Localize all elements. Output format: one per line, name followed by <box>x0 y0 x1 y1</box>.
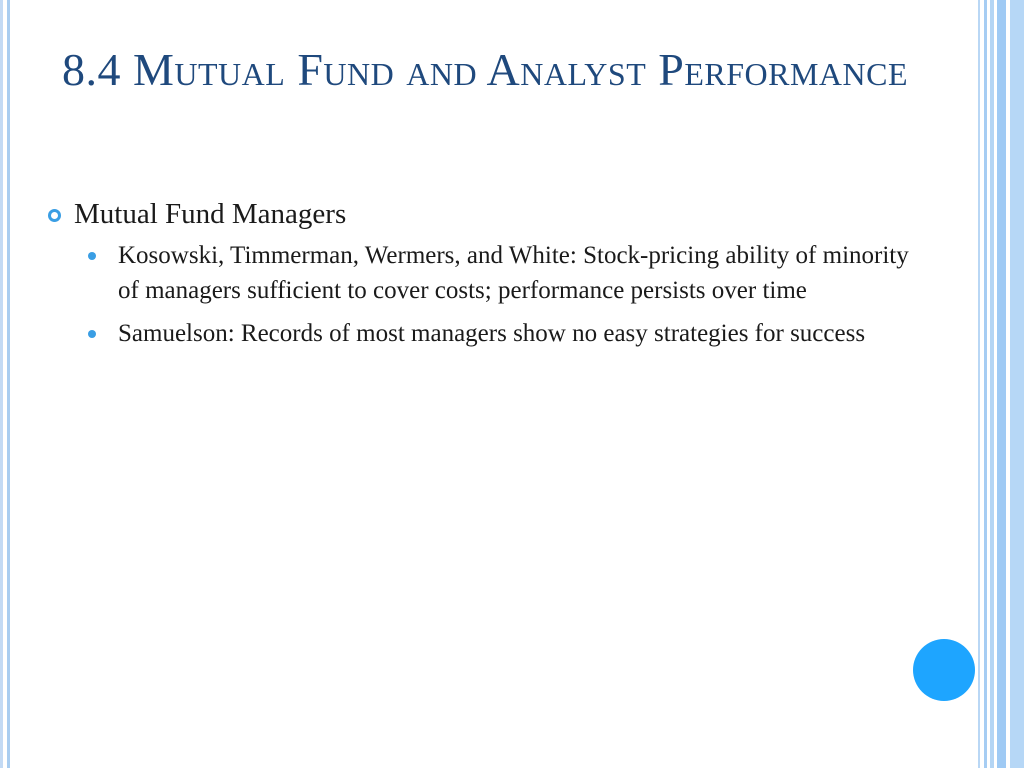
dot-bullet-icon <box>88 252 96 260</box>
decorative-circle-icon <box>913 639 975 701</box>
sub-bullet-item <box>88 316 918 351</box>
slide-title: 8.4 Mutual Fund and Analyst Performance <box>62 44 909 95</box>
sub-bullet-item <box>88 238 918 308</box>
sub-bullet-text: Samuelson: Records of most managers show no easy strategies for success <box>118 320 866 347</box>
ring-bullet-icon <box>48 209 61 222</box>
right-border-stripe <box>997 0 1006 768</box>
right-border-stripe <box>1010 0 1024 768</box>
sub-bullet-list <box>88 238 948 351</box>
bullet-text: Mutual Fund Managers <box>74 198 347 230</box>
right-border-stripe <box>990 0 994 768</box>
right-border-stripe <box>978 0 980 768</box>
left-border-stripe <box>7 0 10 768</box>
dot-bullet-icon <box>88 330 96 338</box>
slide-content <box>48 196 948 359</box>
sub-bullet-text: Kosowski, Timmerman, Wermers, and White: Stock-pricing ability of minority of managers sufficient to cover costs; performance persists over time <box>118 242 909 304</box>
left-border-stripe <box>0 0 3 768</box>
right-border-stripe <box>984 0 987 768</box>
bullet-item <box>48 196 948 232</box>
